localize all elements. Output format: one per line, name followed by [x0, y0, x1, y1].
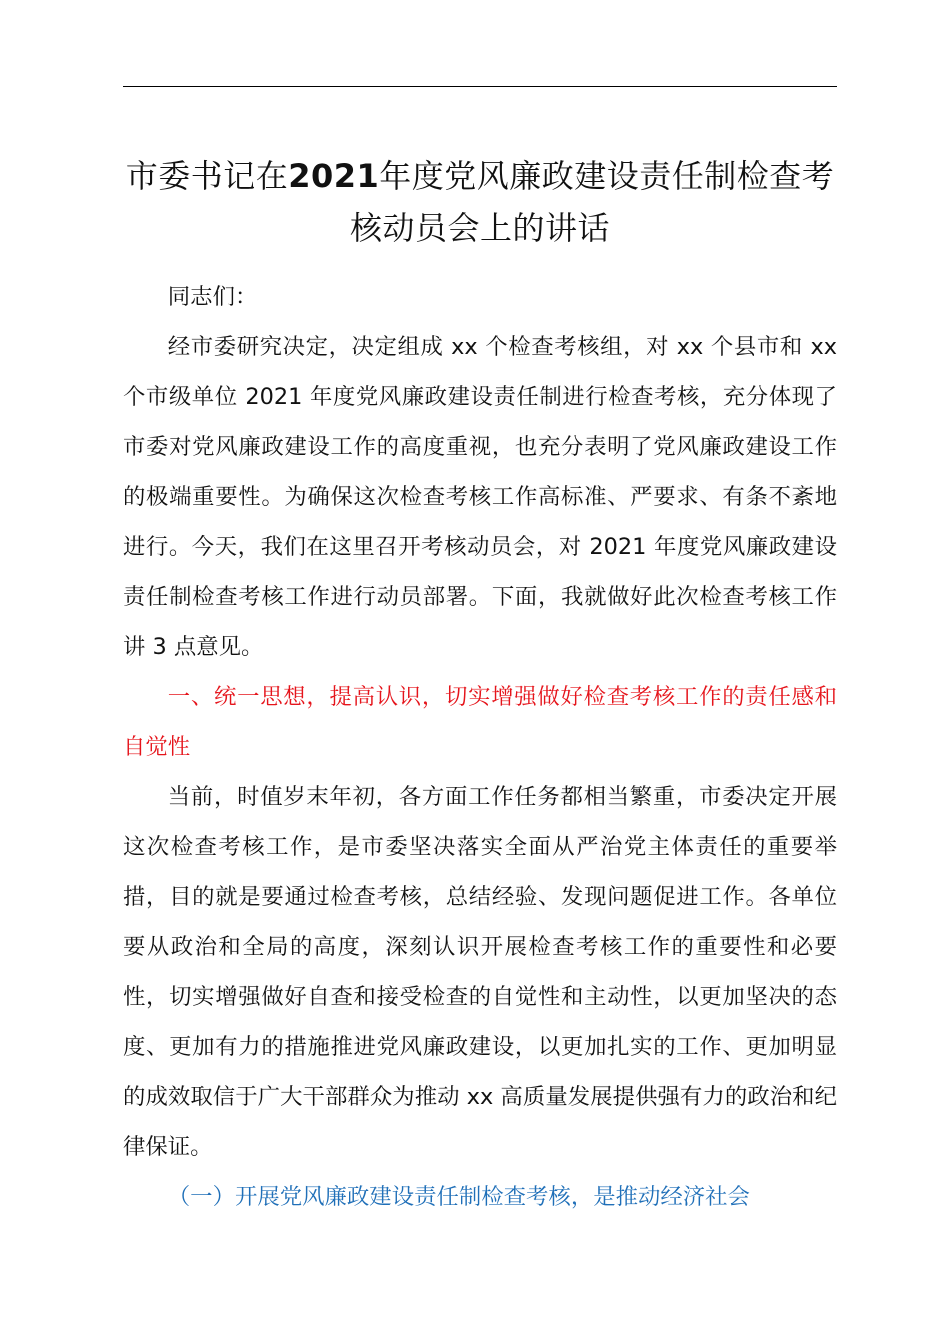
paragraph-1: 经市委研究决定，决定组成 xx 个检查考核组，对 xx 个县市和 xx 个市级单位 2021 年度党风廉政建设责任制进行检查考核，充分体现了市委对党风廉政建设工作的高度重视，也充分表明了党风廉政建设工作的极端重要性。为确保这次检查考核工作高标准、严要求、有条不紊地进行。今天，我们在这里召开考核动员会，对 2021 年度党风廉政建设责任制检查考核工作进行动员部署。下面，我就做好此次检查考核工作讲 3 点意见。: [123, 334, 837, 660]
salutation: 同志们：: [167, 284, 258, 310]
subsection-heading-1: （一）开展党风廉政建设责任制检查考核，是推动经济社会: [167, 1184, 750, 1210]
document-body: [123, 272, 837, 1222]
header-rule: [123, 86, 837, 87]
title-year: 2021: [288, 157, 380, 195]
paragraph-2: 当前，时值岁末年初，各方面工作任务都相当繁重，市委决定开展这次检查考核工作，是市委坚决落实全面从严治党主体责任的重要举措，目的就是要通过检查考核，总结经验、发现问题促进工作。各单位要从政治和全局的高度，深刻认识开展检查考核工作的重要性和必要性，切实增强做好自查和接受检查的自觉性和主动性，以更加坚决的态度、更加有力的措施推进党风廉政建设，以更加扎实的工作、更加明显的成效取信于广大干部群众为推动 xx 高质量发展提供强有力的政治和纪律保证。: [123, 784, 837, 1160]
section-heading-1: 一、统一思想，提高认识，切实增强做好检查考核工作的责任感和自觉性: [123, 684, 837, 760]
title-part-1: 市委书记在: [125, 157, 289, 195]
document-title: [116, 150, 844, 254]
title-part-2: 年度党风廉政建设责任制检查考核动员会上的讲话: [349, 157, 835, 247]
